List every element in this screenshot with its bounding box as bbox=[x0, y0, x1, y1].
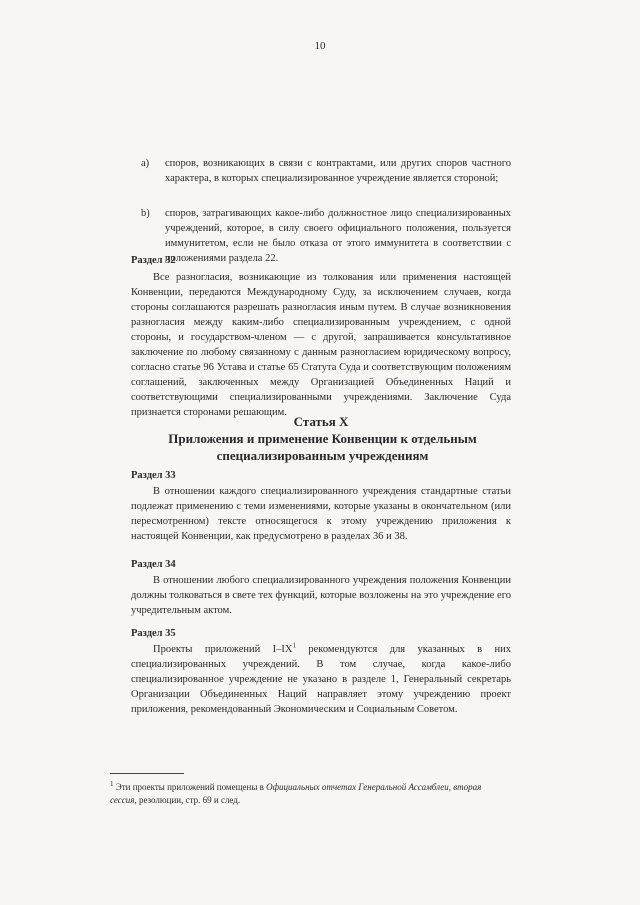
section-33-text: В отношении каждого специализированного учреждения стандартные статьи подлежат применению с теми изменениями, которые указаны в окончательном (или пересмотренном) тексте относящегося к этому учреждению приложения к настоящей Конвенции, как предусмотрено в разделах 36 и 38. bbox=[131, 486, 511, 542]
item-b-label: b) bbox=[141, 208, 150, 219]
article-title: Статья X bbox=[293, 414, 349, 429]
article-subtitle: Приложения и применение Конвенции к отдельным специализированным учреждениям bbox=[168, 431, 477, 463]
item-a-label: a) bbox=[141, 158, 150, 169]
item-b-text: споров, затрагивающих какое-либо должностное лицо специализированных учреждений, которое, в силу своего официального положения, пользуется иммунитетом, если не было отказа от этого иммунитета в соответствии с положениями раздела 22. bbox=[165, 208, 511, 264]
footnote-source-title: Официальных отчетах Генеральной Ассамблеи, вторая сессия bbox=[110, 782, 482, 805]
section-34-heading: Раздел 34 bbox=[131, 559, 176, 570]
section-34-text: В отношении любого специализированного учреждения положения Конвенции должны толковаться в свете тех функций, которые возложены на это учреждение его учредительным актом. bbox=[131, 575, 511, 616]
section-35-heading: Раздел 35 bbox=[131, 628, 176, 639]
section-33-heading: Раздел 33 bbox=[131, 470, 176, 481]
section-35-text-start: Проекты приложений I–IX bbox=[153, 644, 293, 655]
item-a-text: споров, возникающих в связи с контрактами, или других споров частного характера, в которых специализированное учреждение является стороной; bbox=[165, 158, 511, 184]
footnote-text-end: , резолюции, стр. 69 и след. bbox=[134, 795, 241, 805]
footnote-divider bbox=[110, 773, 184, 774]
footnote bbox=[110, 781, 510, 807]
section-35-text bbox=[131, 642, 511, 717]
section-32-text: Все разногласия, возникающие из толкования или применения настоящей Конвенции, передаются Международному Суду, за исключением случаев, когда стороны соглашаются разрешать разногласия иным путем. В случае возникновения разногласия между каким-либо специализированным учреждением, с одной стороны, и государством-членом — с другой, запрашивается консультативное заключение по любому связанному с данным разногласием юридическому вопросу, согласно статье 96 Устава и статье 65 Статута Суда и соответствующим положениям соглашений, заключенных между Организацией Объединенных Наций и соответствующими специализированными учреждениями. Заключение Суда признается сторонами решающим. bbox=[131, 272, 511, 418]
section-35-text-end: рекомендуются для указанных в них специализированных учреждений. В том случае, когда какое-либо специализированное учреждение не указано в разделе 1, Генеральный секретарь Организации Объединенных Наций направляет этому учреждению проект приложения, рекомендованный Экономическим и Социальным Советом. bbox=[131, 644, 511, 715]
section-32-heading: Раздел 32 bbox=[131, 255, 176, 266]
page-number: 10 bbox=[314, 40, 326, 52]
footnote-reference: 1 bbox=[292, 641, 296, 650]
footnote-text-start: Эти проекты приложений помещены в bbox=[113, 782, 267, 792]
footnote-marker: 1 bbox=[110, 780, 114, 788]
list-item-a bbox=[131, 156, 511, 186]
